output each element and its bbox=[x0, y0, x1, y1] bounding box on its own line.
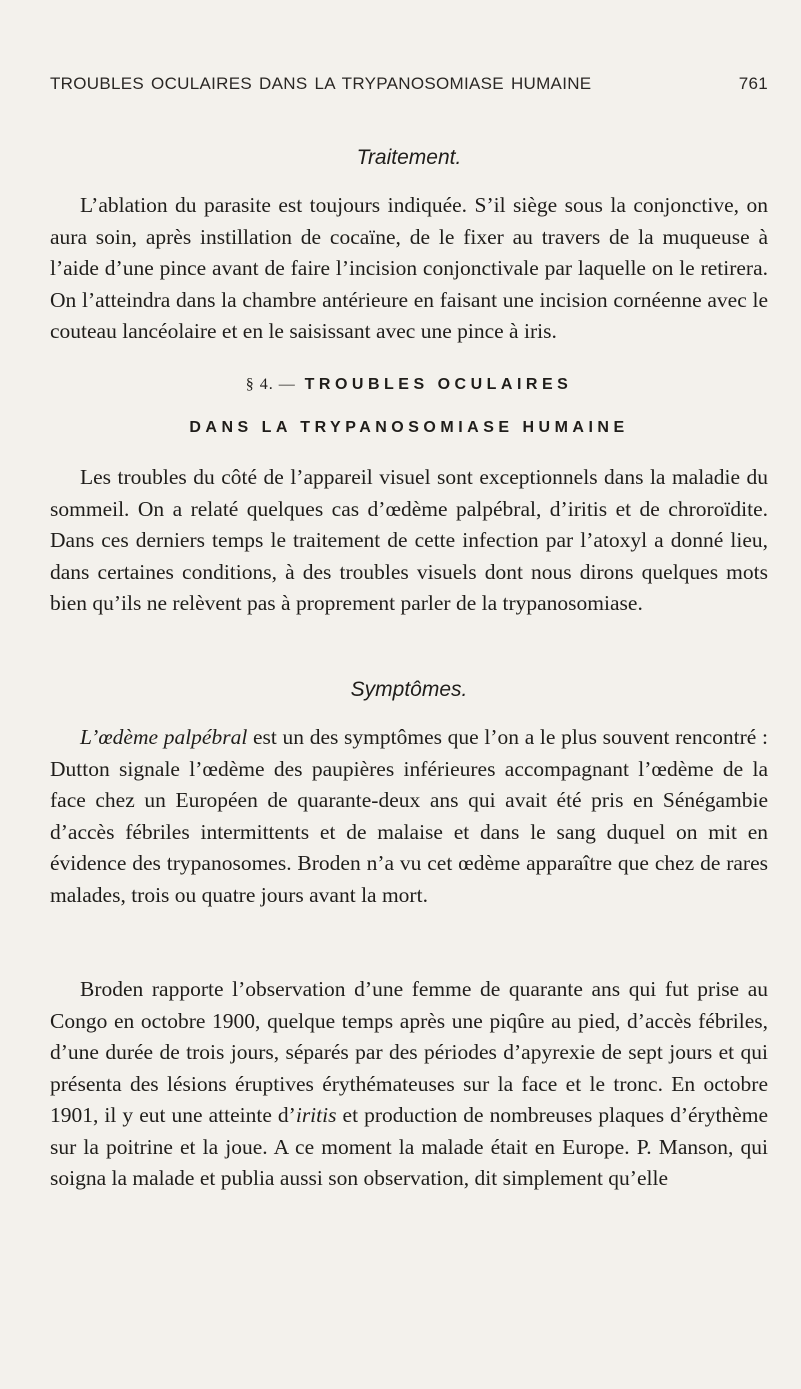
page-number: 761 bbox=[738, 74, 768, 93]
paragraph-symptomes-1-text: est un des symptômes que l’on a le plus souvent rencontré : Dutton signale l’œdème des paupières inférieures accompagnant l’œdème de la face chez un Européen de quarante-deux ans qui avait été pris en Sénégambie d’accès fébriles intermittents et de malaise et dans le sang duquel on mit en évidence des trypanosomes. Broden n’a vu cet œdème apparaître que chez de rares malades, trois ou quatre jours avant la mort. bbox=[50, 725, 768, 907]
term-iritis: iritis bbox=[295, 1103, 337, 1127]
section-title-part1: TROUBLES OCULAIRES bbox=[304, 376, 573, 393]
paragraph-section-4 bbox=[50, 462, 768, 620]
heading-traitement: Traitement. bbox=[356, 146, 462, 169]
heading-symptomes: Symptômes. bbox=[350, 678, 468, 701]
section-4-title-line1 bbox=[50, 376, 768, 394]
paragraph-symptomes-2-end: et production de nombreuses plaques d’érythème sur la poitrine et la joue. A ce moment la malade était en Europe. P. Manson, qui soigna la malade et publia aussi son observation, dit simplement qu’elle bbox=[50, 1103, 768, 1190]
term-oedeme-palpebral: L’œdème palpébral bbox=[80, 725, 248, 749]
book-page bbox=[50, 0, 768, 1389]
running-head-title: TROUBLES OCULAIRES DANS LA TRYPANOSOMIASE HUMAINE bbox=[50, 74, 592, 93]
paragraph-section-4-text: Les troubles du côté de l’appareil visuel sont exceptionnels dans la maladie du sommeil. On a relaté quelques cas d’œdème palpébral, d’iritis et de chroroïdite. Dans ces derniers temps le traitement de cette infection par l’atoxyl a donné lieu, dans certaines conditions, à des troubles visuels dont nous dirons quelques mots bien qu’ils ne relèvent pas à proprement parler de la trypanosomiase. bbox=[50, 465, 768, 615]
paragraph-traitement-text: L’ablation du parasite est toujours indiquée. S’il siège sous la conjonctive, on aura soin, après instillation de cocaïne, de le fixer au travers de la muqueuse à l’aide d’une pince avant de faire l’incision conjonctivale par laquelle on le retirera. On l’atteindra dans la chambre antérieure en faisant une incision cornéenne avec le couteau lancéolaire et en le saisissant avec une pince à iris. bbox=[50, 193, 768, 343]
paragraph-symptomes-2 bbox=[50, 974, 768, 1195]
paragraph-symptomes-2-start: Broden rapporte l’observation d’une femme de quarante ans qui fut prise au Congo en octobre 1900, quelque temps après une piqûre au pied, d’accès fébriles, d’une durée de trois jours, séparés par des périodes d’apyrexie de sept jours et qui présenta des lésions éruptives érythémateuses sur la face et le tronc. En octobre 1901, il y eut une atteinte d’ bbox=[50, 977, 768, 1127]
section-4-title-line2: DANS LA TRYPANOSOMIASE HUMAINE bbox=[189, 419, 629, 436]
paragraph-symptomes-1 bbox=[50, 722, 768, 911]
running-head bbox=[50, 74, 768, 94]
section-number: § 4. — bbox=[245, 376, 296, 393]
paragraph-traitement bbox=[50, 190, 768, 348]
